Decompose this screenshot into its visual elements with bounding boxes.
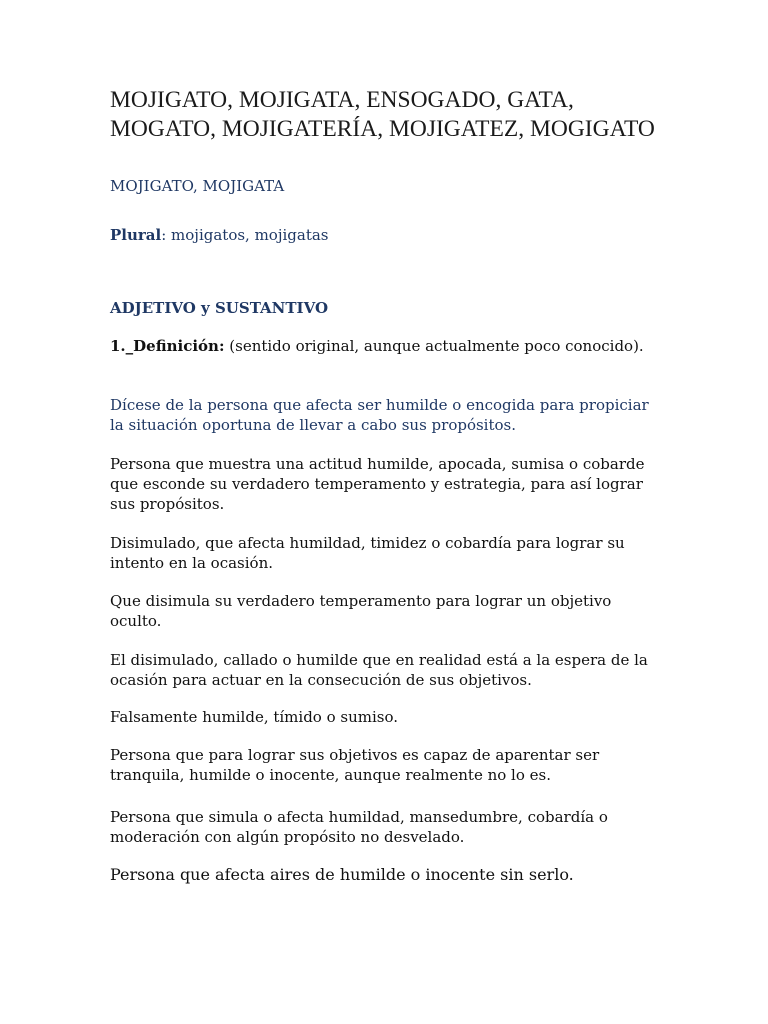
- definition-paragraph-7: Persona que para lograr sus objetivos es capaz de aparentar ser tranquila, humilde o inocente, aunque realmente no lo es.: [110, 746, 600, 784]
- entry-subtitle: MOJIGATO, MOJIGATA: [110, 177, 285, 195]
- definition-label: 1._Definición:: [110, 337, 225, 355]
- definition-paragraph-4: Que disimula su verdadero temperamento para lograr un objetivo oculto.: [110, 592, 612, 630]
- plural-value: : mojigatos, mojigatas: [161, 226, 329, 244]
- definition-text: (sentido original, aunque actualmente poco conocido).: [224, 337, 644, 355]
- section-heading: ADJETIVO y SUSTANTIVO: [110, 299, 329, 317]
- plural-line: [110, 225, 329, 245]
- definition-paragraph-1: Dícese de la persona que afecta ser humilde o encogida para propiciar la situación oportuna de llevar a cabo sus propósitos.: [110, 396, 649, 434]
- definition-paragraph-2: Persona que muestra una actitud humilde, apocada, sumisa o cobarde que esconde su verdadero temperamento y estrategia, para así lograr sus propósitos.: [110, 455, 645, 513]
- definition-paragraph-3: Disimulado, que afecta humildad, timidez o cobardía para lograr su intento en la ocasión.: [110, 534, 625, 572]
- definition-paragraph-5: El disimulado, callado o humilde que en realidad está a la espera de la ocasión para actuar en la consecución de sus objetivos.: [110, 651, 648, 689]
- page-title: MOJIGATO, MOJIGATA, ENSOGADO, GATA, MOGATO, MOJIGATERÍA, MOJIGATEZ, MOGIGATO: [110, 87, 655, 142]
- definition-paragraph-8: Persona que simula o afecta humildad, mansedumbre, cobardía o moderación con algún propósito no desvelado.: [110, 808, 608, 846]
- definition-paragraph-6: Falsamente humilde, tímido o sumiso.: [110, 708, 399, 726]
- definition-paragraph-9: Persona que afecta aires de humilde o inocente sin serlo.: [110, 865, 574, 884]
- plural-label: Plural: [110, 226, 162, 244]
- definition-paragraph: [110, 336, 655, 356]
